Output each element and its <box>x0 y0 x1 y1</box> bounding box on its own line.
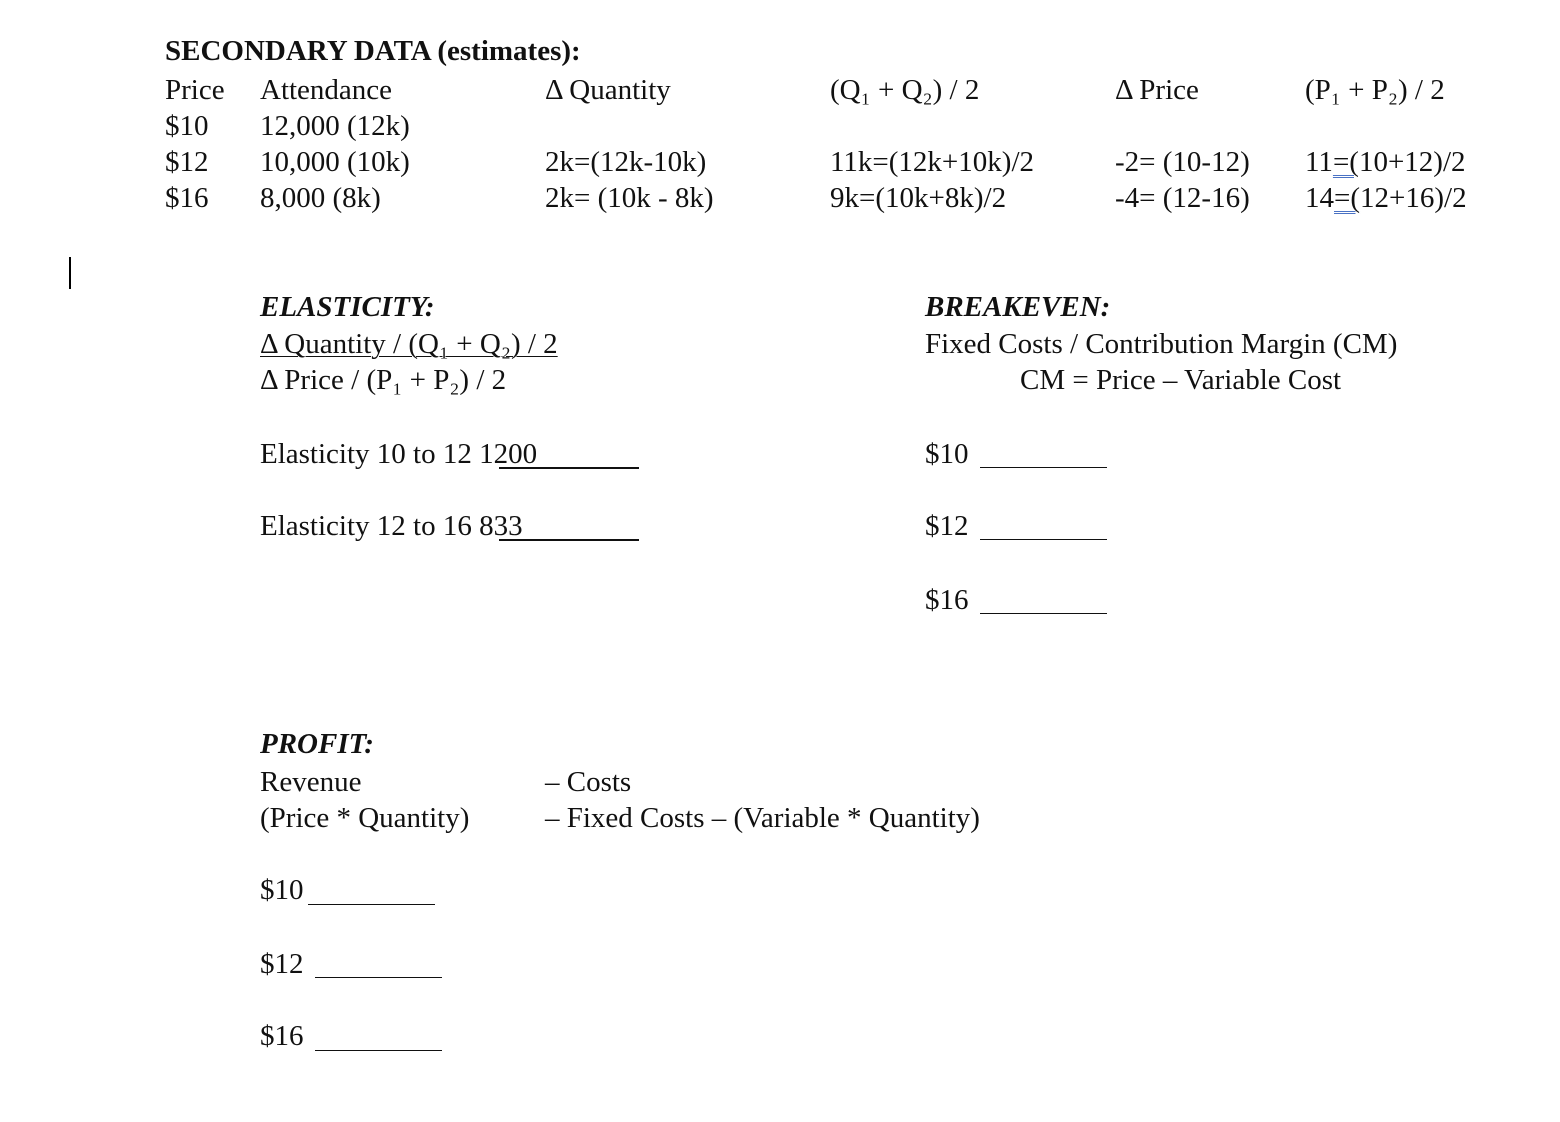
breakeven-title: BREAKEVEN: <box>925 291 1111 323</box>
breakeven-price: $12 <box>925 510 969 542</box>
elasticity-label: Elasticity 12 to 16 <box>260 510 480 542</box>
profit-costs: – Costs <box>545 766 632 798</box>
price-average-value: 11 <box>1305 146 1333 178</box>
elasticity-line-2 <box>260 508 523 544</box>
profit-price: $12 <box>260 948 304 980</box>
elasticity-label: Elasticity 10 to 12 <box>260 438 480 470</box>
header-attendance: Attendance <box>260 74 393 106</box>
grammar-flag[interactable]: =( <box>1334 182 1361 214</box>
row-quantity-average: 9k=(10k+8k)/2 <box>830 182 1007 214</box>
grammar-flag[interactable]: =( <box>1332 146 1359 178</box>
elasticity-blank-2[interactable] <box>499 539 639 541</box>
elasticity-value[interactable]: 833 <box>479 510 523 542</box>
price-average-formula: 10+12)/2 <box>1358 146 1466 178</box>
row-delta-price: -2= (10-12) <box>1115 146 1250 178</box>
header-price: Price <box>165 74 225 106</box>
breakeven-price: $10 <box>925 438 969 470</box>
row-attendance: 10,000 (10k) <box>260 146 410 178</box>
price-average-value: 14 <box>1305 182 1334 214</box>
breakeven-price: $16 <box>925 584 969 616</box>
breakeven-blank[interactable] <box>980 467 1107 468</box>
breakeven-formula: Fixed Costs / Contribution Margin (CM) <box>925 328 1398 360</box>
elasticity-value[interactable]: 1200 <box>479 438 538 470</box>
header-price-average: (P₁ + P₂) / 2 <box>1305 74 1445 106</box>
profit-blank[interactable] <box>315 977 442 978</box>
row-delta-quantity: 2k=(12k-10k) <box>545 146 707 178</box>
row-price: $12 <box>165 146 209 178</box>
elasticity-denominator: Δ Price / (P₁ + P₂) / 2 <box>260 364 507 396</box>
text-cursor <box>69 257 71 289</box>
breakeven-blank[interactable] <box>980 613 1107 614</box>
elasticity-numerator: Δ Quantity / (Q₁ + Q₂) / 2 <box>260 328 558 360</box>
price-average-formula: 12+16)/2 <box>1360 182 1467 214</box>
elasticity-blank-1[interactable] <box>499 467 639 469</box>
profit-title: PROFIT: <box>260 728 374 760</box>
row-attendance: 8,000 (8k) <box>260 182 381 214</box>
contribution-margin-formula: CM = Price – Variable Cost <box>1020 364 1342 396</box>
profit-costs-formula: – Fixed Costs – (Variable * Quantity) <box>545 802 980 834</box>
row-delta-price: -4= (12-16) <box>1115 182 1250 214</box>
header-delta-price: Δ Price <box>1115 74 1199 106</box>
profit-revenue: Revenue <box>260 766 362 798</box>
elasticity-title: ELASTICITY: <box>260 291 435 323</box>
secondary-data-title: SECONDARY DATA (estimates): <box>165 35 581 67</box>
row-price-average <box>1305 144 1466 180</box>
profit-price: $10 <box>260 874 304 906</box>
header-delta-quantity: Δ Quantity <box>545 74 671 106</box>
row-price-average <box>1305 180 1467 216</box>
breakeven-blank[interactable] <box>980 539 1107 540</box>
row-delta-quantity: 2k= (10k - 8k) <box>545 182 714 214</box>
profit-price: $16 <box>260 1020 304 1052</box>
profit-blank[interactable] <box>315 1050 442 1051</box>
elasticity-line-1 <box>260 436 537 472</box>
row-price: $10 <box>165 110 209 142</box>
row-quantity-average: 11k=(12k+10k)/2 <box>830 146 1035 178</box>
row-price: $16 <box>165 182 209 214</box>
header-quantity-average: (Q₁ + Q₂) / 2 <box>830 74 980 106</box>
profit-revenue-formula: (Price * Quantity) <box>260 802 470 834</box>
row-attendance: 12,000 (12k) <box>260 110 410 142</box>
profit-blank[interactable] <box>308 904 435 905</box>
